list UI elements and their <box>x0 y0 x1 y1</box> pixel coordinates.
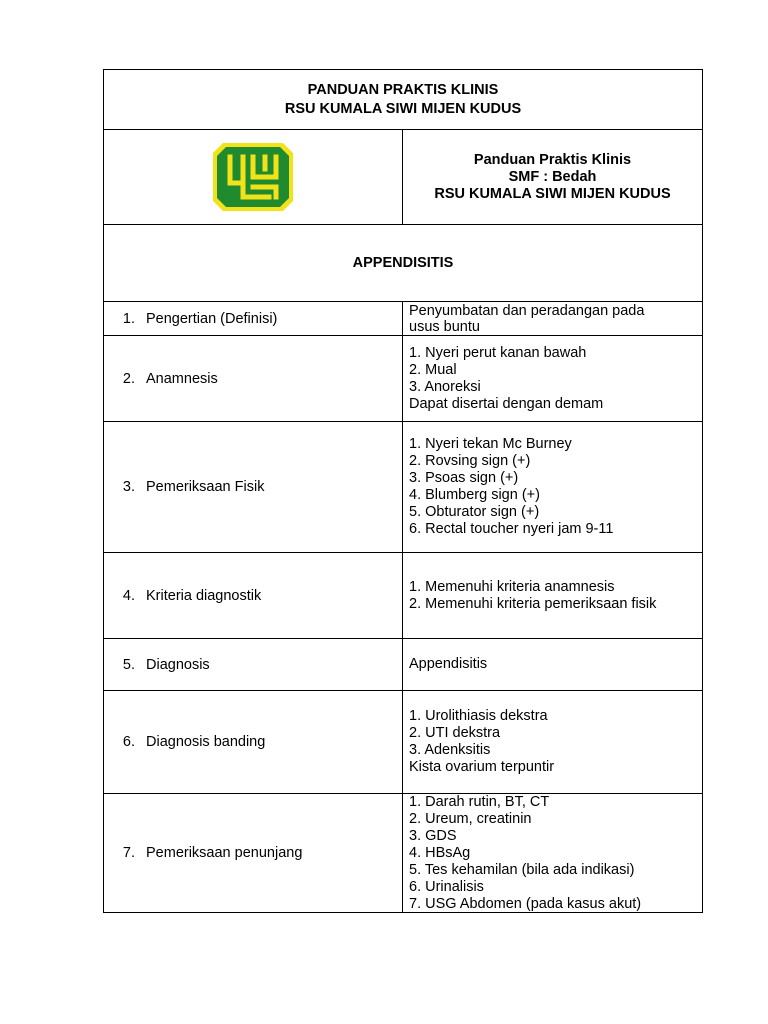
sections <box>103 302 703 913</box>
section-content-line: 6. Urinalisis <box>409 878 484 895</box>
section-content-line: 3. Adenksitis <box>409 742 491 758</box>
title-line-2: RSU KUMALA SIWI MIJEN KUDUS <box>284 100 522 117</box>
section-number: 4. <box>122 587 135 604</box>
section-content-line: usus buntu <box>409 318 480 335</box>
section-row <box>103 639 703 691</box>
section-content-line: 2. Mual <box>409 361 457 378</box>
section-row <box>103 691 703 794</box>
section-content-cell <box>403 691 702 793</box>
subheader-line-1: Panduan Praktis Klinis <box>473 151 632 168</box>
section-label: Diagnosis banding <box>146 734 266 750</box>
section-label-cell <box>104 691 403 793</box>
section-label: Diagnosis <box>146 656 210 673</box>
subheader-line-3: RSU KUMALA SIWI MIJEN KUDUS <box>434 185 671 202</box>
section-content-line: Appendisitis <box>409 656 488 672</box>
section-content-line: 6. Rectal toucher nyeri jam 9-11 <box>409 521 614 537</box>
section-label: Pemeriksaan penunjang <box>146 845 303 861</box>
section-content-line: 4. HBsAg <box>409 844 471 861</box>
section-row <box>103 422 703 553</box>
title-cell <box>104 70 702 129</box>
section-content-line: 2. Memenuhi kriteria pemeriksaan fisik <box>409 595 657 612</box>
section-content-line: 1. Darah rutin, BT, CT <box>409 793 550 810</box>
topic-row <box>103 225 703 302</box>
topic-title: APPENDISITIS <box>352 254 454 271</box>
section-content-line: Penyumbatan dan peradangan pada <box>409 302 645 319</box>
title-row <box>103 69 703 130</box>
section-content-line: 2. Ureum, creatinin <box>409 810 532 827</box>
section-row <box>103 553 703 639</box>
section-content-line: 4. Blumberg sign (+) <box>409 487 540 503</box>
section-label-cell <box>104 794 403 912</box>
section-label: Pemeriksaan Fisik <box>146 479 265 495</box>
section-content-line: 1. Urolithiasis dekstra <box>409 708 548 724</box>
section-label: Kriteria diagnostik <box>146 587 262 604</box>
section-number: 2. <box>122 370 135 387</box>
title-line-1: PANDUAN PRAKTIS KLINIS <box>307 81 499 98</box>
section-row <box>103 302 703 336</box>
section-label: Anamnesis <box>146 370 218 387</box>
topic-cell <box>104 225 702 301</box>
hospital-logo-icon <box>213 143 293 211</box>
section-content-cell <box>403 422 702 552</box>
subheader-line-2: SMF : Bedah <box>508 168 597 185</box>
section-number: 7. <box>122 845 135 861</box>
section-content-cell <box>403 639 702 690</box>
section-content-line: 3. Anoreksi <box>409 378 481 395</box>
section-label-cell <box>104 422 403 552</box>
section-label-cell <box>104 336 403 421</box>
section-content-line: 5. Tes kehamilan (bila ada indikasi) <box>409 861 635 878</box>
section-content-cell <box>403 553 702 638</box>
section-row <box>103 794 703 913</box>
section-label-cell <box>104 302 403 335</box>
section-content-line: 2. UTI dekstra <box>409 725 501 741</box>
section-content-line: 5. Obturator sign (+) <box>409 504 540 520</box>
section-content-line: Dapat disertai dengan demam <box>409 395 604 412</box>
section-number: 3. <box>122 479 135 495</box>
section-number: 5. <box>122 656 135 673</box>
section-content-line: 1. Nyeri tekan Mc Burney <box>409 436 572 452</box>
section-content-cell <box>403 794 702 912</box>
section-content-line: 2. Rovsing sign (+) <box>409 453 531 469</box>
section-content-line: 1. Memenuhi kriteria anamnesis <box>409 578 615 595</box>
section-content-line: 3. GDS <box>409 827 457 844</box>
clinical-guideline-table <box>103 69 703 913</box>
section-content-line: 7. USG Abdomen (pada kasus akut) <box>409 895 642 912</box>
logo-cell <box>104 130 403 224</box>
section-number: 1. <box>122 310 135 327</box>
section-content-line: 3. Psoas sign (+) <box>409 470 519 486</box>
section-label-cell <box>104 639 403 690</box>
section-content-line: 1. Nyeri perut kanan bawah <box>409 344 587 361</box>
section-content-cell <box>403 336 702 421</box>
section-content-line: Kista ovarium terpuntir <box>409 759 555 775</box>
section-content-cell <box>403 302 702 335</box>
section-row <box>103 336 703 422</box>
section-label-cell <box>104 553 403 638</box>
subheader-row <box>103 130 703 225</box>
section-label: Pengertian (Definisi) <box>146 310 278 327</box>
section-number: 6. <box>122 734 135 750</box>
subheader-cell <box>403 130 702 224</box>
